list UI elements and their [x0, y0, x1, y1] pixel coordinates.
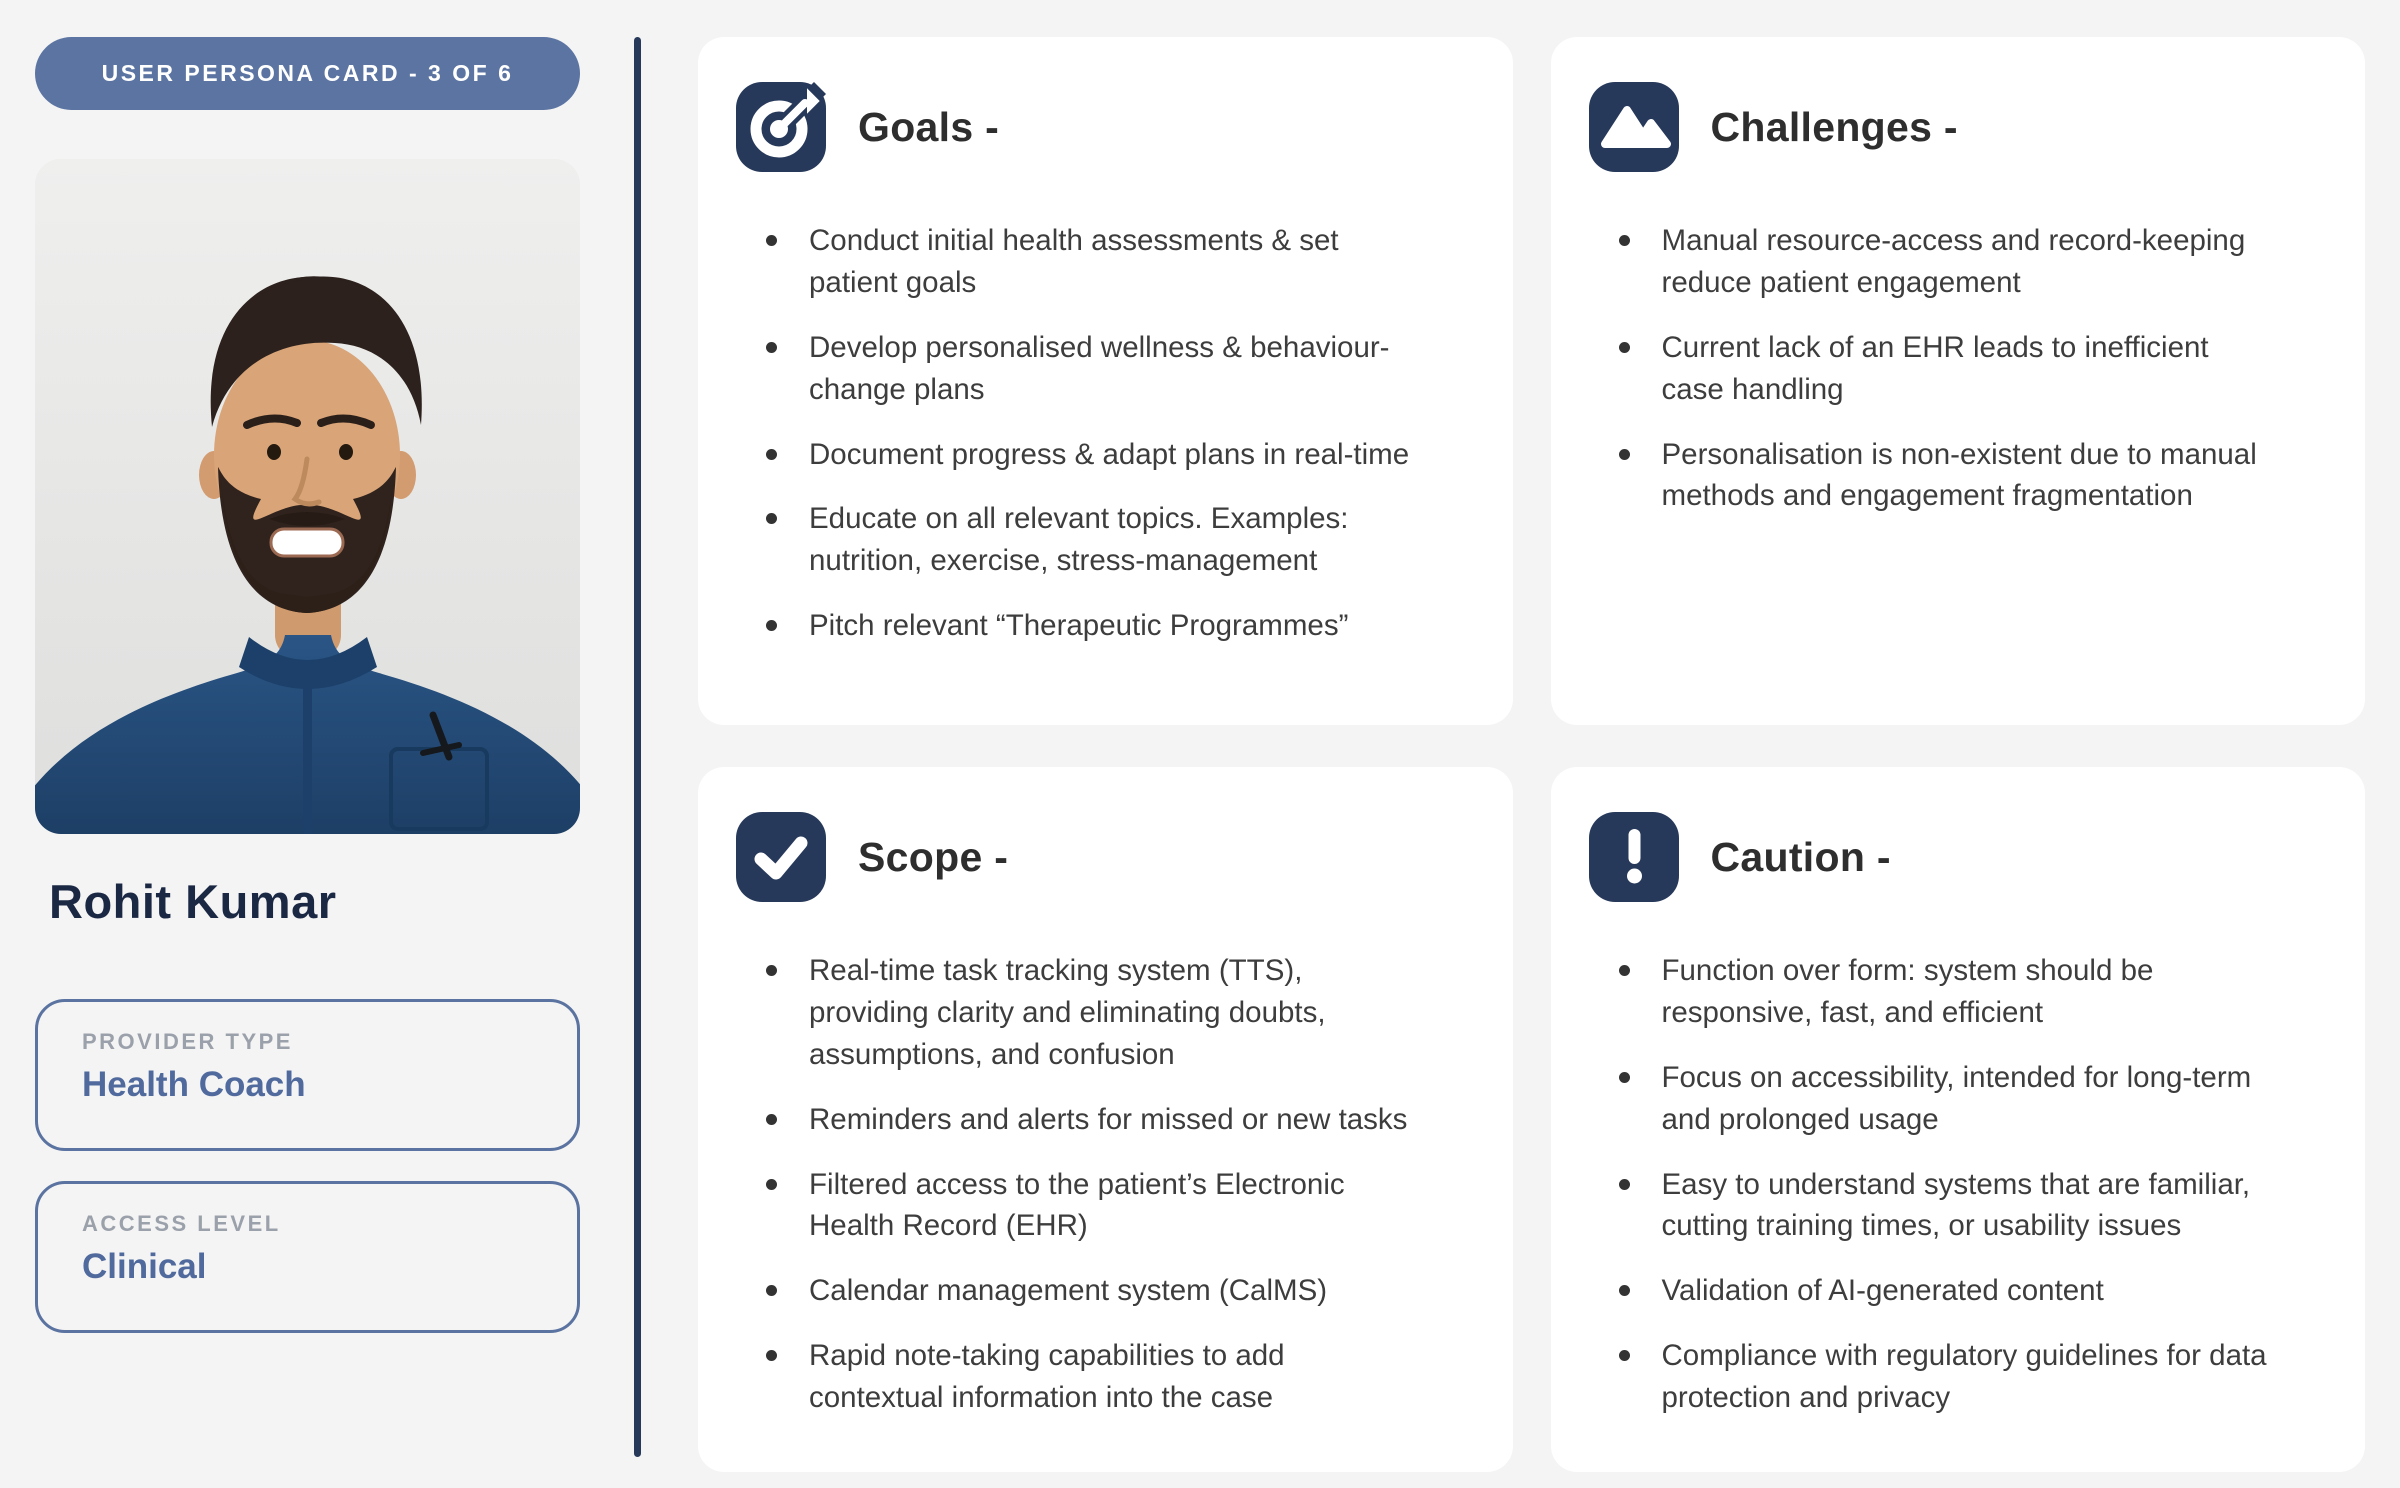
goals-bullet-list	[736, 220, 1469, 647]
bullet-item: Personalisation is non-existent due to manual methods and engagement fragmentation	[1619, 434, 2279, 518]
scope-title: Scope -	[858, 833, 1009, 880]
scope-bullet-list	[736, 950, 1469, 1419]
bullet-item: Manual resource-access and record-keeping reduce patient engagement	[1619, 220, 2279, 304]
portrait-illustration	[35, 159, 580, 834]
challenges-card-header	[1589, 82, 2322, 172]
bullet-item: Develop personalised wellness & behaviour-change plans	[766, 327, 1426, 411]
bullet-item: Focus on accessibility, intended for long-term and prolonged usage	[1619, 1057, 2279, 1141]
bullet-item: Document progress & adapt plans in real-time	[766, 434, 1426, 476]
caution-card	[1551, 767, 2366, 1472]
challenges-title: Challenges -	[1710, 103, 1958, 150]
left-panel	[35, 37, 580, 1460]
provider-type-value: Health Coach	[82, 1065, 306, 1104]
bullet-item: Rapid note-taking capabilities to add contextual information into the case	[766, 1335, 1426, 1419]
goals-card	[698, 37, 1513, 725]
caution-bullet-list	[1589, 950, 2322, 1419]
badge-label: USER PERSONA CARD - 3 OF 6	[101, 60, 514, 86]
bullet-item: Pitch relevant “Therapeutic Programmes”	[766, 605, 1426, 647]
bullet-item: Function over form: system should be responsive, fast, and efficient	[1619, 950, 2279, 1034]
exclamation-icon	[1589, 812, 1679, 902]
provider-type-box	[35, 999, 580, 1151]
bullet-item: Calendar management system (CalMS)	[766, 1270, 1426, 1312]
target-dart-icon	[736, 82, 826, 172]
goals-card-header	[736, 82, 1469, 172]
scope-card-header	[736, 812, 1469, 902]
bullet-item: Current lack of an EHR leads to inefficient case handling	[1619, 327, 2279, 411]
bullet-item: Compliance with regulatory guidelines for data protection and privacy	[1619, 1335, 2279, 1419]
access-level-label: ACCESS LEVEL	[82, 1211, 281, 1236]
caution-card-header	[1589, 812, 2322, 902]
bullet-item: Conduct initial health assessments & set patient goals	[766, 220, 1426, 304]
challenges-card	[1551, 37, 2366, 725]
bullet-item: Easy to understand systems that are familiar, cutting training times, or usability issues	[1619, 1164, 2279, 1248]
bullet-item: Validation of AI-generated content	[1619, 1270, 2279, 1312]
bullet-item: Filtered access to the patient’s Electronic Health Record (EHR)	[766, 1164, 1426, 1248]
access-level-value: Clinical	[82, 1247, 207, 1286]
persona-card-badge	[35, 37, 580, 110]
goals-title: Goals -	[858, 103, 1000, 150]
caution-title: Caution -	[1710, 833, 1891, 880]
provider-type-label: PROVIDER TYPE	[82, 1029, 293, 1054]
bullet-item: Educate on all relevant topics. Examples: nutrition, exercise, stress-management	[766, 498, 1426, 582]
checkmark-icon	[736, 812, 826, 902]
cards-grid	[698, 37, 2365, 1460]
bullet-item: Reminders and alerts for missed or new tasks	[766, 1099, 1426, 1141]
persona-photo	[35, 159, 580, 834]
vertical-divider	[634, 37, 641, 1457]
persona-name: Rohit Kumar	[49, 875, 337, 928]
mountain-icon	[1589, 82, 1679, 172]
bullet-item: Real-time task tracking system (TTS), providing clarity and eliminating doubts, assumptions, and confusion	[766, 950, 1426, 1076]
scope-card	[698, 767, 1513, 1472]
access-level-box	[35, 1181, 580, 1333]
challenges-bullet-list	[1589, 220, 2322, 517]
